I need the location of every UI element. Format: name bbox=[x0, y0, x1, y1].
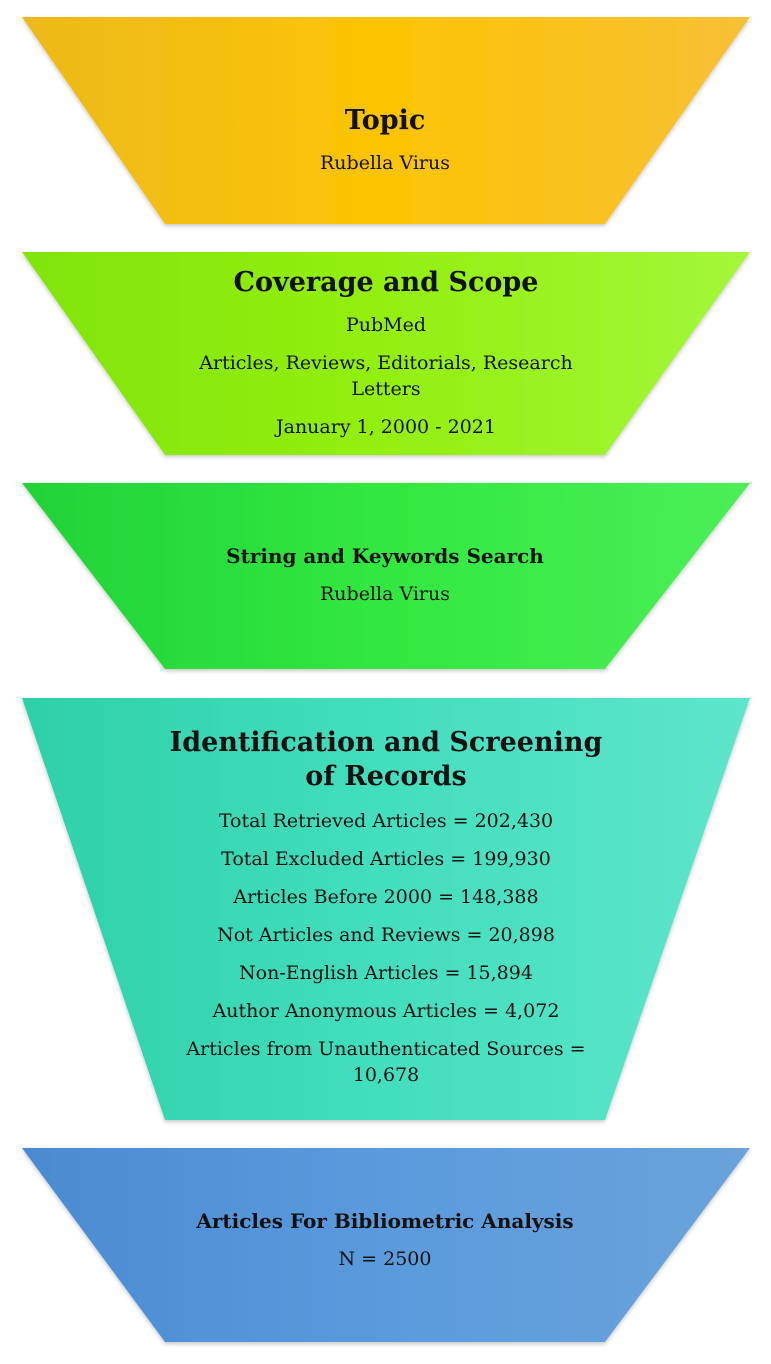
stage-line: Articles, Reviews, Editorials, Research Letters bbox=[199, 352, 573, 400]
stage-title: String and Keywords Search bbox=[226, 544, 544, 568]
coverage-stage bbox=[176, 258, 596, 448]
screening-stage bbox=[166, 722, 606, 1092]
stage-line: Rubella Virus bbox=[319, 583, 450, 605]
stage-line: January 1, 2000 - 2021 bbox=[276, 416, 496, 438]
search-stage bbox=[170, 535, 600, 615]
stage-line: N = 2500 bbox=[338, 1248, 432, 1270]
stage-line: Total Retrieved Articles = 202,430 bbox=[218, 810, 554, 832]
stage-line: Non-English Articles = 15,894 bbox=[239, 962, 533, 984]
analysis-stage bbox=[170, 1200, 600, 1280]
stage-line: Total Excluded Articles = 199,930 bbox=[221, 848, 551, 870]
topic-stage bbox=[170, 95, 600, 185]
stage-line: Not Articles and Reviews = 20,898 bbox=[217, 924, 555, 946]
stage-title: Topic bbox=[344, 105, 426, 136]
stage-line: PubMed bbox=[345, 314, 427, 336]
stage-title: Articles For Bibliometric Analysis bbox=[196, 1209, 574, 1233]
stage-title: Identification and Screening of Records bbox=[169, 727, 603, 792]
stage-line: Rubella Virus bbox=[319, 152, 450, 174]
stage-title: Coverage and Scope bbox=[233, 267, 539, 298]
stage-line: Articles from Unauthenticated Sources = 10,678 bbox=[186, 1038, 586, 1086]
stage-line: Articles Before 2000 = 148,388 bbox=[233, 886, 539, 908]
stage-line: Author Anonymous Articles = 4,072 bbox=[212, 1000, 560, 1022]
